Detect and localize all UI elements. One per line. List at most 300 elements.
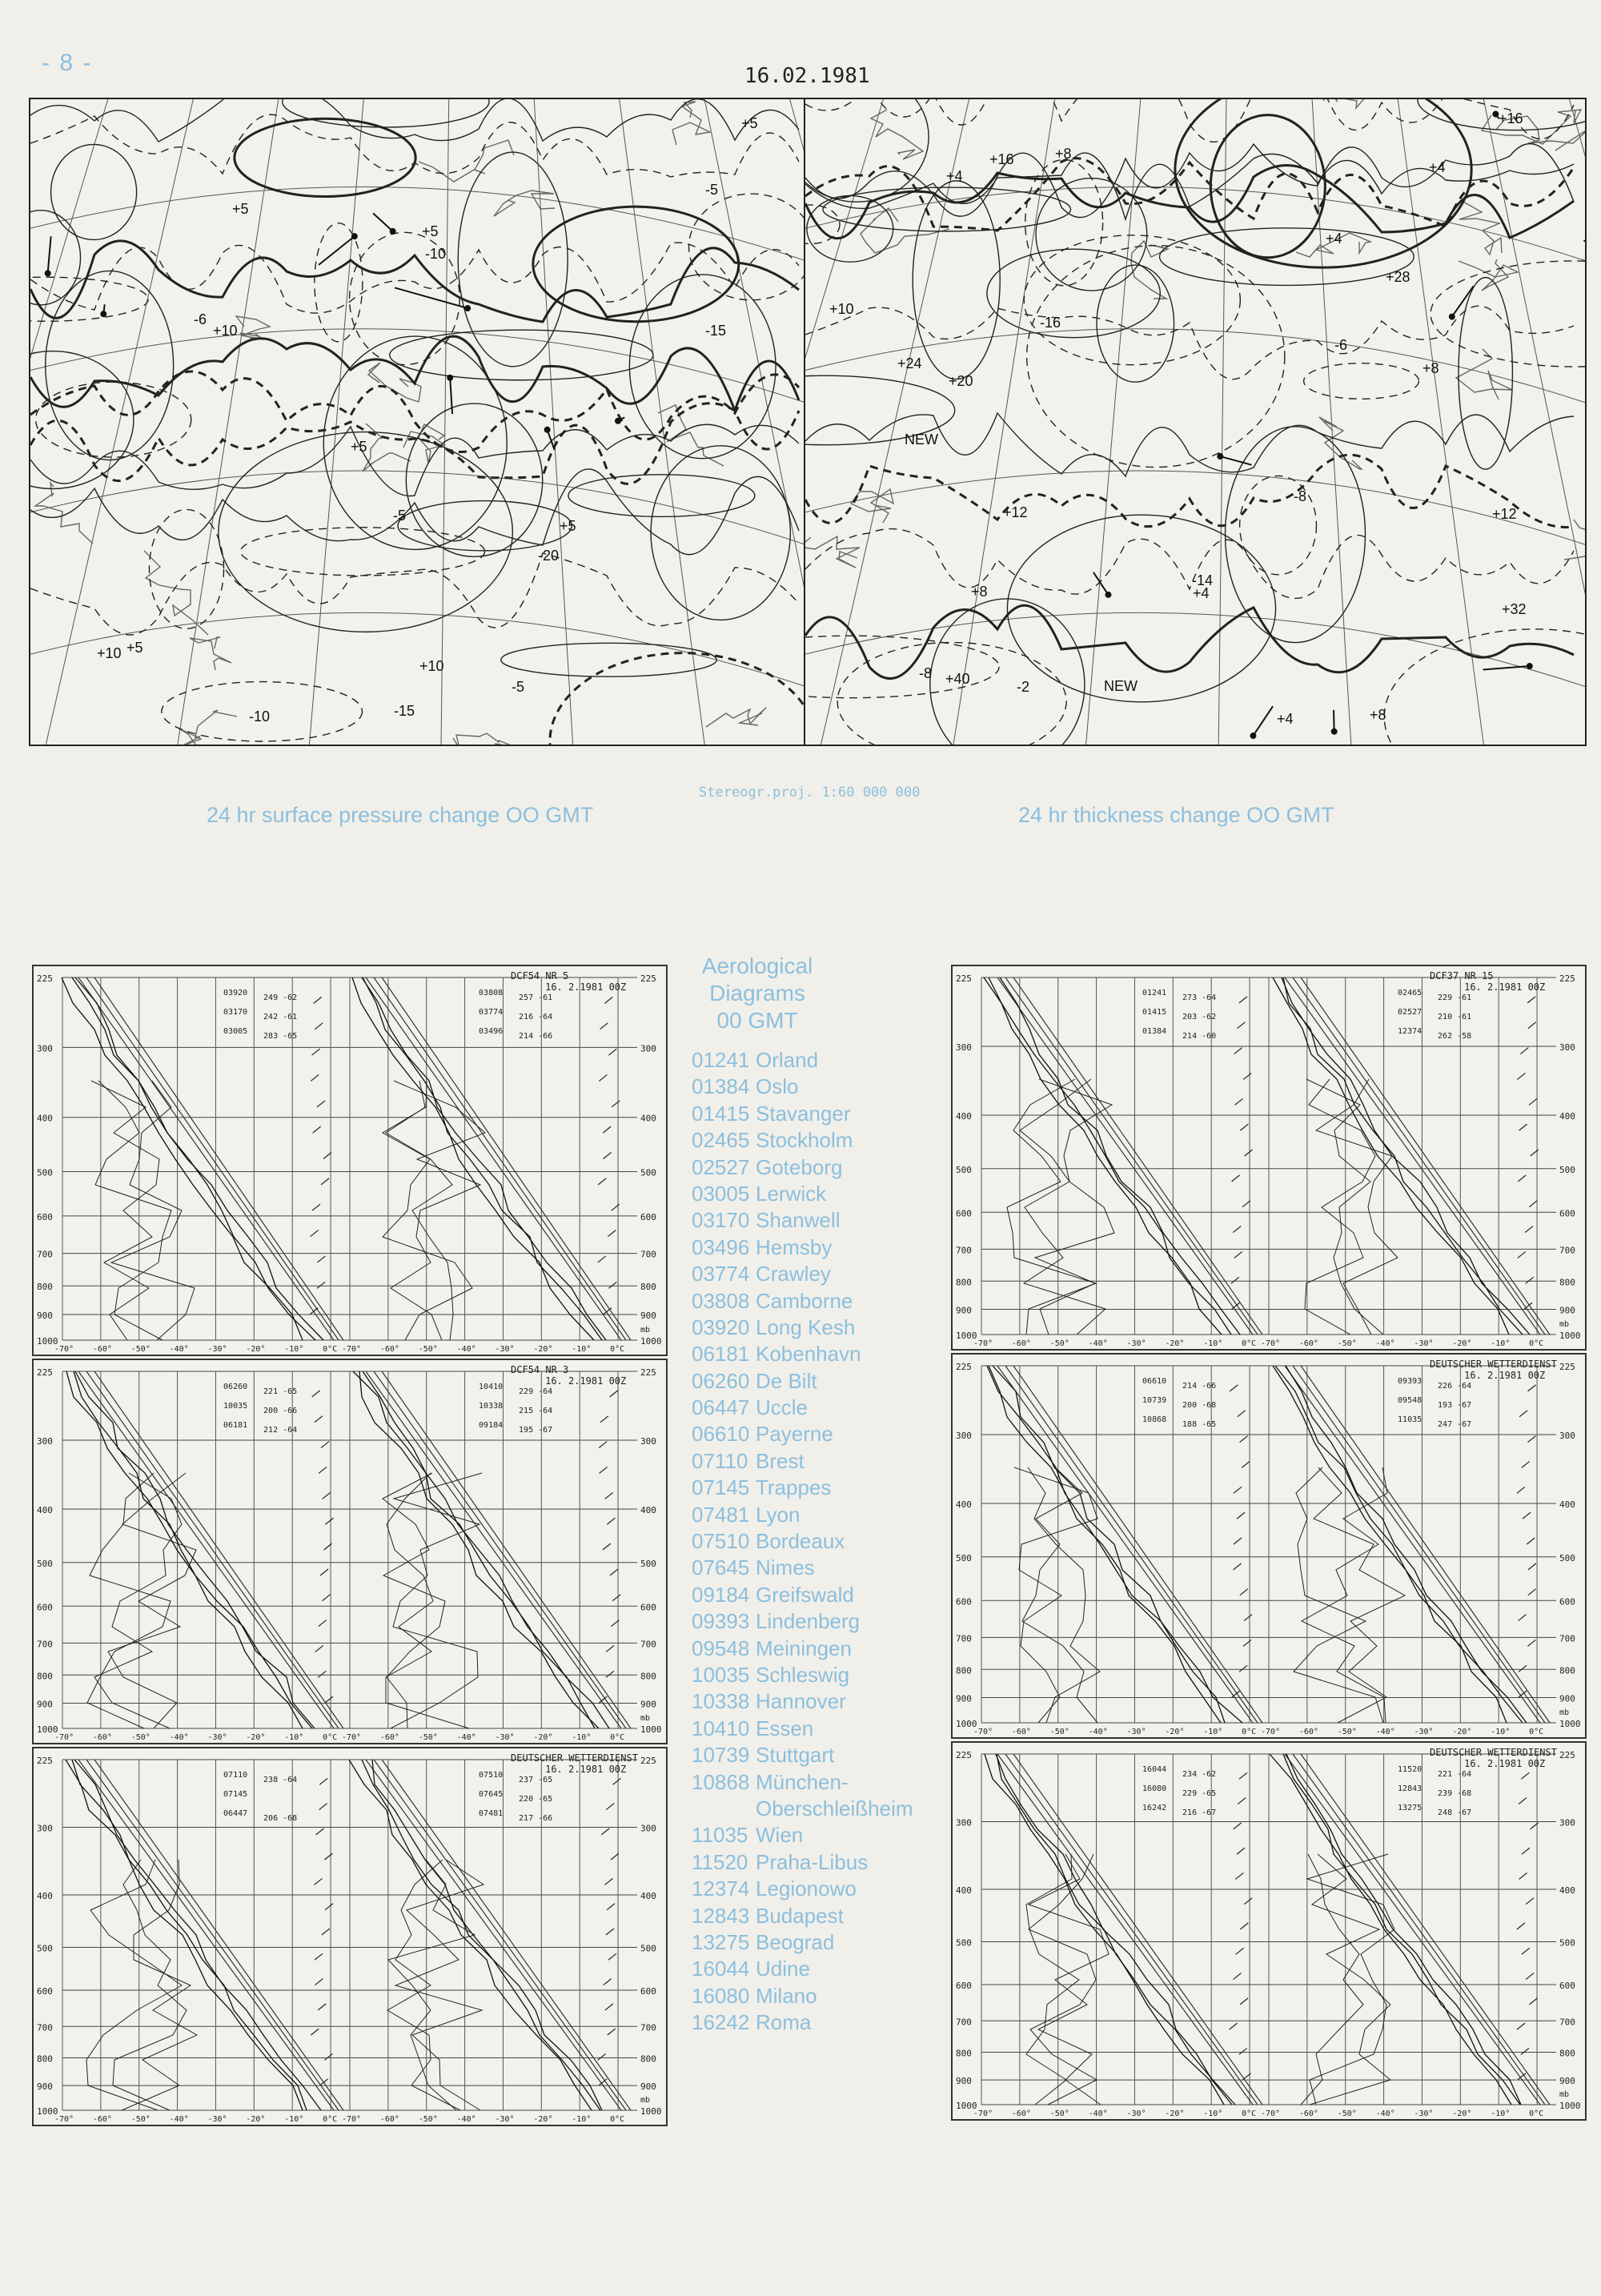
thickness-change-map: [804, 98, 1587, 746]
temp-tick-label: -10°: [572, 1733, 592, 1742]
temp-tick-label: 0°C: [1529, 1728, 1544, 1736]
temp-tick-label: -40°: [1375, 2109, 1395, 2118]
tropopause-value: 234 -62: [1182, 1770, 1217, 1779]
wind-barb: [1239, 2048, 1247, 2054]
wind-barb: [323, 1153, 331, 1159]
wind-barb: [604, 1979, 612, 1985]
isoline: [1304, 363, 1419, 399]
wind-barb: [1234, 1973, 1242, 1980]
meridian-line: [1312, 99, 1351, 745]
wind-barb: [313, 1126, 321, 1133]
station-code: 03496: [692, 1234, 750, 1259]
wind-barb: [323, 1492, 331, 1499]
pressure-tick-label: 700: [1559, 2017, 1575, 2028]
coastline: [453, 733, 517, 745]
tropopause-value: 226 -64: [1438, 1382, 1472, 1391]
isoline-label: +24: [897, 355, 922, 371]
isoline: [1175, 99, 1471, 267]
coastline: [1323, 99, 1398, 108]
isoline-label: +4: [1193, 585, 1210, 601]
pressure-tick-label: 1000: [37, 2106, 58, 2117]
temp-tick-label: -10°: [572, 1345, 592, 1354]
temp-tick-label: -40°: [169, 2115, 189, 2124]
station-row: [692, 1181, 941, 1207]
station-name: Orland: [756, 1048, 819, 1072]
station-name: Wien: [756, 1823, 804, 1848]
temp-tick-label: -50°: [130, 1345, 150, 1354]
coastline: [35, 483, 93, 544]
temp-tick-label: -60°: [1011, 2109, 1031, 2118]
pressure-tick-label: 600: [1559, 1596, 1575, 1608]
station-row: [692, 1502, 941, 1528]
isoline-label: -6: [194, 311, 207, 327]
isoline-label: +5: [232, 201, 249, 217]
tropopause-value: 262 -58: [1438, 1032, 1472, 1041]
pressure-tick-label: 1000: [956, 1331, 977, 1341]
station-name: Stockholm: [756, 1128, 853, 1153]
temp-tick-label: 0°C: [610, 1345, 625, 1354]
tropopause-value: 239 -68: [1438, 1789, 1472, 1798]
pressure-tick-label: 700: [37, 1639, 53, 1650]
isoline: [30, 469, 799, 555]
tropopause-value: 220 -65: [519, 1795, 553, 1804]
pressure-tick-label: 1000: [640, 1336, 662, 1347]
temp-tick-label: -30°: [495, 1345, 515, 1354]
station-code: 01384: [692, 1074, 750, 1099]
pressure-tick-label: 700: [956, 1633, 972, 1644]
diagram-title: DCF37 NR 15: [1430, 970, 1494, 981]
trajectory-arrow: [373, 213, 393, 231]
isoline: [315, 223, 363, 342]
isoline-label: +5: [422, 223, 439, 239]
station-code: 12374: [692, 1877, 750, 1901]
wind-barb: [610, 1391, 618, 1397]
pressure-tick-label: 500: [956, 1937, 972, 1949]
temp-tick-label: -40°: [456, 2115, 476, 2124]
wind-barb: [315, 1023, 323, 1030]
temp-tick-label: -70°: [1261, 1728, 1281, 1736]
pressure-tick-label: 225: [956, 1362, 972, 1372]
temp-tick-label: -20°: [246, 2115, 266, 2124]
left-map-caption: 24 hr surface pressure change OO GMT: [207, 803, 594, 827]
thickness-map-svg: [805, 99, 1585, 745]
isoline-label: +16: [1499, 110, 1523, 126]
station-code: [692, 1796, 756, 1822]
temp-tick-label: -70°: [973, 1339, 993, 1348]
dewpoint-sounding: [113, 1860, 187, 2110]
wind-barb: [605, 1492, 613, 1499]
isoline: [805, 165, 1574, 238]
station-code: 11035: [692, 1823, 748, 1848]
pressure-tick-label: 500: [956, 1552, 972, 1563]
pressure-tick-label: 800: [640, 1671, 656, 1682]
pressure-tick-label: 900: [37, 1699, 53, 1710]
wind-barb: [611, 1853, 619, 1860]
station-name: Camborne: [756, 1288, 853, 1313]
tropopause-value: 257 -61: [519, 993, 553, 1002]
arrow-head: [447, 375, 453, 381]
pressure-tick-label: 400: [640, 1113, 656, 1124]
pressure-tick-label: 700: [1559, 1633, 1575, 1644]
wind-barb: [1528, 1563, 1536, 1570]
temp-tick-label: -50°: [1337, 1728, 1357, 1736]
wind-barb: [326, 1518, 334, 1524]
temp-tick-label: -40°: [1088, 1339, 1108, 1348]
pressure-tick-label: 1000: [37, 1336, 58, 1347]
wind-barb: [612, 1778, 620, 1784]
station-id: 10739: [1142, 1396, 1167, 1405]
wind-barb: [599, 1442, 607, 1448]
station-name: Brest: [756, 1448, 805, 1473]
pressure-tick-label: 800: [37, 1671, 53, 1682]
isoline-label: -15: [705, 323, 727, 339]
wind-barb: [608, 1282, 616, 1288]
temp-tick-label: -50°: [1049, 1728, 1069, 1736]
pressure-tick-label: 800: [1559, 1277, 1575, 1288]
unit-label: mb: [1559, 1708, 1570, 1717]
pressure-tick-label: 1000: [640, 2106, 662, 2117]
dewpoint-sounding: [383, 1081, 472, 1340]
station-id: 11520: [1398, 1765, 1422, 1774]
station-id: 09548: [1398, 1396, 1422, 1405]
station-row: [692, 1822, 941, 1848]
pressure-tick-label: 600: [956, 1596, 972, 1608]
isoline: [629, 275, 776, 459]
station-id: 10035: [223, 1402, 248, 1411]
station-name: Nimes: [756, 1555, 815, 1580]
wind-barb: [1527, 1385, 1535, 1391]
aerological-diagram: [951, 1353, 1587, 1739]
wind-barb: [1521, 1772, 1529, 1779]
wind-barb: [1526, 1898, 1534, 1905]
aerological-legend: [677, 953, 941, 2036]
tropopause-value: 214 -66: [1182, 1382, 1217, 1391]
pressure-tick-label: 900: [1559, 1305, 1575, 1316]
temp-tick-label: -30°: [207, 1345, 227, 1354]
station-code: 01241: [692, 1048, 750, 1072]
temp-tick-label: -50°: [1049, 2109, 1069, 2118]
dewpoint-sounding: [1028, 1467, 1100, 1723]
wind-barb: [1519, 1798, 1527, 1804]
isoline-label: +10: [213, 323, 238, 339]
station-code: 03005: [692, 1181, 750, 1206]
station-name: Shanwell: [756, 1208, 841, 1233]
wind-barb: [312, 1204, 320, 1210]
station-name: Long Kesh: [756, 1315, 856, 1339]
wind-barb: [1517, 1923, 1525, 1929]
wind-barb: [1517, 1073, 1525, 1079]
legend-title-line: 00 GMT: [716, 1008, 798, 1033]
temp-tick-label: -50°: [418, 1345, 438, 1354]
wind-barb: [323, 1595, 331, 1601]
temp-tick-label: -60°: [92, 1733, 112, 1742]
wind-barb: [603, 1126, 611, 1133]
station-id: 09393: [1398, 1377, 1422, 1386]
pressure-tick-label: 1000: [1559, 1719, 1581, 1729]
station-code: 09184: [692, 1582, 750, 1607]
wind-barb: [1523, 1512, 1531, 1519]
pressure-tick-label: 300: [640, 1823, 656, 1834]
pressure-tick-label: 600: [956, 1981, 972, 1992]
wind-barb: [604, 997, 612, 1003]
tropopause-value: 242 -61: [263, 1013, 298, 1022]
temp-tick-label: -70°: [1261, 1339, 1281, 1348]
wind-barb: [1234, 1048, 1242, 1054]
wind-barb: [315, 1645, 323, 1652]
station-code: 10035: [692, 1662, 750, 1687]
wind-barb: [1242, 1201, 1250, 1207]
diagram-title: DCF54 NR 3: [511, 1364, 569, 1375]
pressure-tick-label: 500: [1559, 1164, 1575, 1175]
temp-tick-label: -20°: [1165, 2109, 1185, 2118]
temp-tick-label: -50°: [130, 2115, 150, 2124]
station-name: Oslo: [756, 1074, 799, 1099]
parallel-line: [805, 187, 1585, 260]
pressure-tick-label: 300: [37, 1823, 53, 1834]
temp-tick-label: -60°: [1011, 1339, 1031, 1348]
pressure-tick-label: 800: [37, 2053, 53, 2065]
wind-barb: [600, 1023, 608, 1030]
station-code: 09393: [692, 1609, 750, 1634]
isoline-label: +8: [1422, 360, 1439, 376]
temp-tick-label: 0°C: [323, 2115, 338, 2124]
isoline-label: +32: [1502, 601, 1527, 617]
pressure-tick-label: 225: [37, 973, 53, 984]
tropopause-value: 188 -65: [1182, 1420, 1217, 1429]
temp-tick-label: -20°: [246, 1345, 266, 1354]
temp-tick-label: -30°: [1414, 2109, 1434, 2118]
station-list: [692, 1047, 941, 2036]
isoline-label: -2: [1017, 679, 1030, 695]
meridian-line: [1483, 99, 1585, 745]
station-id: 06260: [223, 1383, 248, 1391]
station-code: 11520: [692, 1849, 748, 1874]
wind-barb: [1522, 1848, 1530, 1854]
tropopause-value: 217 -66: [519, 1814, 553, 1823]
isoline-label: +28: [1386, 269, 1410, 285]
coastline: [1459, 259, 1518, 291]
wind-barb: [607, 1518, 615, 1524]
wind-barb: [1519, 1615, 1527, 1621]
temp-tick-label: -70°: [54, 1345, 74, 1354]
isoline: [689, 194, 805, 300]
tropopause-value: 216 -67: [1182, 1808, 1217, 1817]
pressure-tick-label: 800: [640, 1282, 656, 1293]
station-row: [692, 1929, 941, 1956]
station-code: 16242: [692, 2010, 750, 2035]
temp-tick-label: -70°: [342, 1345, 362, 1354]
station-id: 01415: [1142, 1008, 1167, 1017]
wind-barb: [1231, 1277, 1239, 1283]
station-id: 07510: [479, 1771, 504, 1780]
diagram-title: DCF54 NR 5: [511, 970, 569, 981]
station-row: [692, 1154, 941, 1181]
station-row: [692, 1395, 941, 1421]
station-name: Hemsby: [756, 1234, 833, 1259]
station-id: 06181: [223, 1421, 248, 1430]
arrow-head: [1217, 453, 1223, 460]
pressure-tick-label: 300: [1559, 1431, 1575, 1442]
station-name: Essen: [756, 1716, 814, 1740]
isoline-label: +4: [1429, 159, 1446, 175]
wind-barb: [318, 2004, 326, 2010]
tropopause-value: 221 -65: [263, 1387, 298, 1396]
wind-barb: [1517, 1487, 1525, 1493]
station-row: [692, 1582, 941, 1608]
station-row: [692, 2009, 941, 2036]
coastline: [805, 536, 860, 568]
pressure-tick-label: 700: [640, 1249, 656, 1260]
wind-barb: [319, 1467, 327, 1473]
isoline-label: +5: [560, 518, 576, 534]
station-row: [692, 1662, 941, 1688]
dewpoint-sounding: [1310, 1854, 1390, 2105]
station-id: 06447: [223, 1809, 248, 1818]
station-id: 16080: [1142, 1784, 1167, 1793]
station-row: [692, 1074, 941, 1100]
temp-tick-label: -60°: [1298, 1339, 1318, 1348]
coastline: [190, 637, 231, 670]
surface-pressure-change-map: [29, 98, 807, 746]
station-id: 07145: [223, 1790, 248, 1799]
temp-tick-label: -20°: [533, 2115, 553, 2124]
tropopause-value: 203 -62: [1182, 1013, 1217, 1022]
isoline-label: +5: [126, 640, 143, 656]
wind-barb: [317, 1101, 325, 1107]
pressure-tick-label: 500: [37, 1558, 53, 1569]
wind-barb: [311, 1230, 319, 1237]
wind-barb: [599, 1467, 607, 1473]
wind-barb: [325, 1904, 333, 1910]
wind-barb: [1239, 1772, 1247, 1779]
wind-barb: [598, 2053, 606, 2060]
isoline-label: -8: [1294, 488, 1307, 504]
pressure-tick-label: 300: [37, 1043, 53, 1054]
temp-tick-label: -20°: [1165, 1339, 1185, 1348]
temp-tick-label: -50°: [1049, 1339, 1069, 1348]
meridian-line: [704, 99, 805, 745]
pressure-tick-label: 225: [956, 1750, 972, 1760]
tropopause-value: 229 -61: [1438, 993, 1472, 1002]
pressure-tick-label: 700: [37, 1249, 53, 1260]
isoline-label: +12: [1492, 506, 1517, 522]
wind-barb: [598, 1256, 606, 1262]
temp-tick-label: -30°: [1126, 1728, 1146, 1736]
unit-label: mb: [1559, 2090, 1570, 2099]
coastline: [706, 708, 766, 727]
pressure-tick-label: 600: [640, 1986, 656, 1997]
temp-tick-label: -40°: [1375, 1339, 1395, 1348]
station-row: [692, 1716, 941, 1742]
temp-tick-label: -20°: [1165, 1728, 1185, 1736]
temp-tick-label: -10°: [572, 2115, 592, 2124]
arrow-head: [45, 270, 51, 276]
temp-tick-label: -30°: [495, 2115, 515, 2124]
wind-barb: [1529, 1098, 1537, 1105]
diagram-svg: [953, 1355, 1585, 1737]
wind-barb: [1240, 1436, 1248, 1443]
temp-tick-label: -30°: [207, 2115, 227, 2124]
pressure-tick-label: 225: [640, 1367, 656, 1378]
station-code: 02527: [692, 1154, 750, 1179]
station-code: 07145: [692, 1475, 750, 1500]
isoline: [235, 118, 415, 196]
station-name: Goteborg: [756, 1154, 843, 1179]
station-id: 03920: [223, 989, 248, 997]
temp-tick-label: 0°C: [610, 1733, 625, 1742]
temp-tick-label: 0°C: [1242, 2109, 1257, 2118]
isoline-label: +4: [1277, 711, 1294, 727]
station-row: [692, 1047, 941, 1074]
arrow-head: [1105, 592, 1111, 598]
pressure-tick-label: 400: [37, 1890, 53, 1901]
wind-barb: [1243, 1073, 1251, 1079]
temp-tick-label: -10°: [284, 1345, 304, 1354]
aerological-diagram: [32, 1359, 668, 1744]
station-row: [692, 1421, 941, 1447]
temp-tick-label: -40°: [1088, 1728, 1108, 1736]
dewpoint-sounding: [1014, 1467, 1097, 1723]
isoline-label: NEW: [905, 432, 938, 448]
isoline-label: +4: [1326, 231, 1342, 247]
pressure-tick-label: 800: [1559, 1665, 1575, 1676]
wind-barb: [315, 1416, 323, 1423]
temp-tick-label: -30°: [1414, 1728, 1434, 1736]
tropopause-value: 210 -61: [1438, 1013, 1472, 1022]
dewpoint-sounding: [1022, 1467, 1097, 1723]
tropopause-value: 248 -67: [1438, 1808, 1472, 1817]
isoline: [398, 501, 572, 551]
temp-tick-label: -20°: [1452, 1728, 1472, 1736]
isoline: [837, 642, 1066, 745]
temp-tick-label: -10°: [284, 1733, 304, 1742]
wind-barb: [1237, 1848, 1245, 1854]
temp-tick-label: -30°: [1414, 1339, 1434, 1348]
temp-tick-label: 0°C: [1529, 1339, 1544, 1348]
station-row: [692, 1769, 941, 1796]
pressure-tick-label: 900: [1559, 1693, 1575, 1704]
temp-tick-label: -70°: [342, 2115, 362, 2124]
isoline-label: -16: [1040, 315, 1061, 331]
arrow-head: [544, 427, 551, 433]
temp-tick-label: -10°: [1203, 1728, 1223, 1736]
pressure-tick-label: 400: [640, 1505, 656, 1516]
temp-tick-label: -60°: [1298, 1728, 1318, 1736]
station-name: Schleswig: [756, 1662, 850, 1687]
dewpoint-sounding: [1029, 1854, 1097, 2105]
station-row: [692, 1475, 941, 1501]
wind-barb: [608, 1049, 616, 1055]
isoline: [1160, 228, 1414, 286]
isoline: [501, 643, 716, 676]
wind-barb: [1517, 2023, 1525, 2029]
pressure-tick-label: 700: [640, 1639, 656, 1650]
wind-barb: [608, 1230, 616, 1237]
arrow-head: [100, 311, 106, 317]
wind-barb: [1526, 1973, 1534, 1980]
parallel-line: [30, 612, 805, 686]
station-id: 12374: [1398, 1027, 1422, 1036]
temp-tick-label: 0°C: [323, 1345, 338, 1354]
wind-barb: [612, 1595, 620, 1601]
station-id: 03774: [479, 1008, 504, 1017]
meridian-line: [534, 99, 572, 745]
arrow-head: [464, 305, 471, 311]
wind-barb: [606, 1645, 614, 1652]
pressure-tick-label: 600: [640, 1602, 656, 1613]
diagram-date: 16. 2.1981 00Z: [545, 1375, 627, 1387]
temp-tick-label: -30°: [1126, 1339, 1146, 1348]
